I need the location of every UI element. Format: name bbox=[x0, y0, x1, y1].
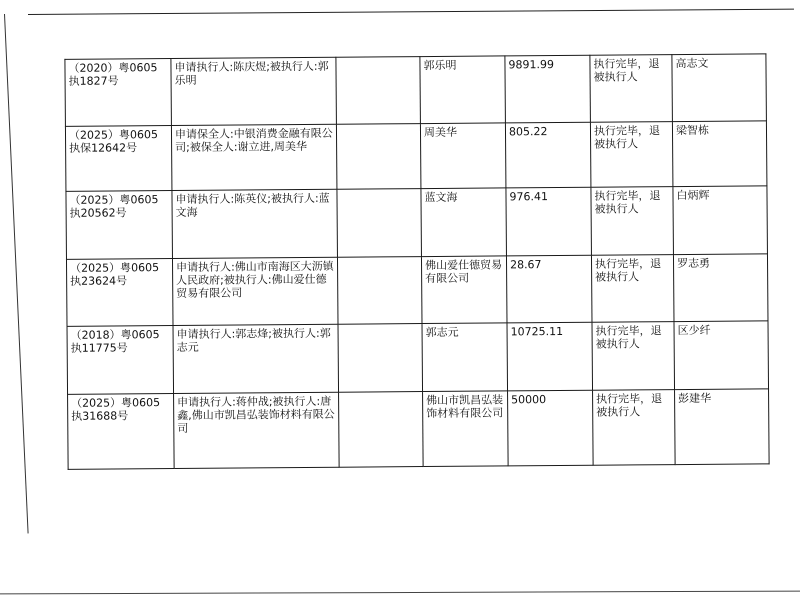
blank-cell bbox=[338, 324, 423, 393]
amount-cell: 805.22 bbox=[505, 122, 591, 188]
case-number-cell: （2025）粤0605执23624号 bbox=[66, 259, 173, 327]
parties-cell: 申请执行人:佛山市南海区大沥镇人民政府;被执行人:佛山爱仕德贸易有限公司 bbox=[172, 257, 338, 325]
parties-cell: 申请执行人:陈英仪;被执行人:蓝文海 bbox=[172, 189, 338, 258]
table-row bbox=[65, 121, 766, 192]
case-number-cell: （2025）粤0605执20562号 bbox=[66, 191, 173, 260]
status-cell: 执行完毕，退被执行人 bbox=[591, 187, 674, 256]
respondent-cell: 郭志元 bbox=[422, 323, 508, 392]
table-row bbox=[66, 186, 768, 260]
status-cell: 执行完毕，退被执行人 bbox=[593, 390, 676, 466]
blank-cell bbox=[336, 124, 421, 190]
amount-cell: 9891.99 bbox=[505, 55, 591, 123]
blank-cell bbox=[339, 392, 424, 468]
parties-cell: 申请保全人:中银消费金融有限公司;被保全人:谢立进,周美华 bbox=[171, 124, 337, 190]
amount-cell: 28.67 bbox=[506, 255, 592, 323]
case-number-cell: （2018）粤0605执11775号 bbox=[67, 326, 174, 395]
table-row bbox=[65, 54, 767, 127]
status-cell: 执行完毕，退被执行人 bbox=[590, 122, 673, 188]
status-cell: 执行完毕，退被执行人 bbox=[590, 55, 673, 123]
handler-cell: 梁智栋 bbox=[672, 121, 767, 187]
enforcement-records-table bbox=[64, 53, 769, 470]
table-row bbox=[66, 254, 768, 327]
parties-cell: 申请执行人:蒋仲战;被执行人:唐鑫,佛山市凯昌弘装饰材料有限公司 bbox=[174, 392, 340, 468]
blank-cell bbox=[336, 57, 421, 125]
amount-cell: 50000 bbox=[508, 390, 594, 466]
case-number-cell: （2020）粤0605执1827号 bbox=[65, 59, 172, 127]
handler-cell: 彭建华 bbox=[675, 389, 770, 465]
case-number-cell: （2025）粤0605执保12642号 bbox=[65, 126, 172, 192]
respondent-cell: 郭乐明 bbox=[420, 56, 506, 124]
parties-cell: 申请执行人:郭志烽;被执行人:郭志元 bbox=[173, 324, 339, 393]
status-cell: 执行完毕，退被执行人 bbox=[592, 322, 675, 391]
respondent-cell: 周美华 bbox=[420, 123, 506, 189]
respondent-cell: 佛山市凯昌弘装饰材料有限公司 bbox=[423, 391, 509, 467]
amount-cell: 10725.11 bbox=[507, 322, 593, 391]
blank-cell bbox=[337, 257, 422, 325]
amount-cell: 976.41 bbox=[506, 187, 592, 256]
handler-cell: 白炳辉 bbox=[673, 186, 768, 255]
handler-cell: 罗志勇 bbox=[673, 254, 768, 322]
handler-cell: 区少纤 bbox=[674, 321, 769, 390]
blank-cell bbox=[337, 189, 422, 258]
respondent-cell: 佛山爱仕德贸易有限公司 bbox=[421, 256, 507, 324]
handler-cell: 高志文 bbox=[672, 54, 767, 122]
status-cell: 执行完毕，退被执行人 bbox=[591, 255, 674, 323]
respondent-cell: 蓝文海 bbox=[421, 188, 507, 257]
table-row bbox=[68, 389, 770, 470]
case-number-cell: （2025）粤0605执31688号 bbox=[68, 394, 175, 470]
parties-cell: 申请执行人:陈庆煜;被执行人:郭乐明 bbox=[171, 57, 337, 125]
table-row bbox=[67, 321, 769, 395]
